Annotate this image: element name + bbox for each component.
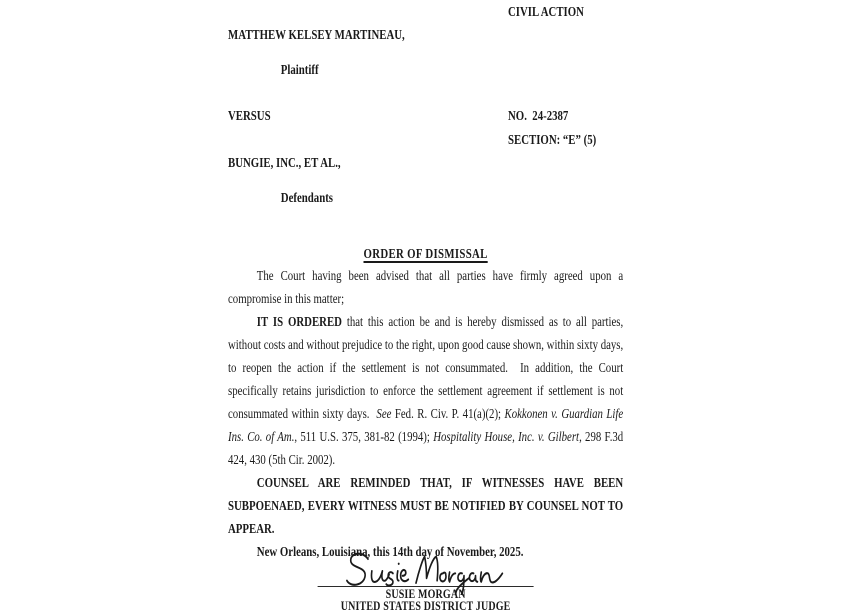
case-number: NO. 24-2387: [508, 107, 569, 123]
defendant-name: BUNGIE, INC., ET AL.,: [228, 155, 341, 170]
plaintiff-role-label: Plaintiff: [280, 62, 319, 77]
section-label: SECTION: “E” (5): [508, 132, 597, 147]
versus-label: VERSUS: [228, 107, 271, 123]
ordered-text-1: that this action be and is hereby dismissed as to all parties, without costs and without prejudice to the right, upon good cause shown, within sixty days, to reopen the action if the settlement is not consummated. In addition, the Court specifically retains jurisdiction to enforce the settlement agreement if settlement is not consummated within sixty days.: [228, 313, 626, 421]
see-signal: See: [376, 405, 392, 421]
judge-title: UNITED STATES DISTRICT JUDGE: [340, 599, 511, 613]
paragraph-ordered: [228, 310, 626, 471]
paragraph-compromise: The Court having been advised that all parties have firmly agreed upon a compromise in this matter;: [228, 267, 626, 306]
judge-name: SUSIE MORGAN: [385, 586, 466, 601]
case-citation-hospitality: Hospitality House, Inc. v. Gilbert: [433, 428, 580, 444]
order-title: ORDER OF DISMISSAL: [363, 245, 488, 261]
handwritten-signature: [339, 547, 512, 595]
ordered-text-3: , 511 U.S. 375, 381-82 (1994);: [294, 428, 434, 444]
case-caption: [228, 6, 623, 227]
civil-action-label: CIVIL ACTION: [508, 4, 584, 19]
defendant-role-label: Defendants: [280, 190, 334, 205]
signature-block: [228, 563, 623, 613]
plaintiff-name: MATTHEW KELSEY MARTINEAU,: [228, 27, 405, 42]
signature-line: [318, 563, 534, 587]
ordered-text-4: , 298 F.3d 424, 430 (5th Cir. 2002).: [228, 428, 626, 467]
order-body: [228, 264, 626, 563]
case-citation-kokkonen: Kokkonen v. Guardian Life Ins. Co. of Am.: [228, 405, 626, 444]
ordered-text-2: Fed. R. Civ. P. 41(a)(2);: [391, 405, 505, 421]
paragraph-counsel-warning: COUNSEL ARE REMINDED THAT, IF WITNESSES HAVE BEEN SUBPOENAED, EVERY WITNESS MUST BE NOTIFIED BY COUNSEL NOT TO APPEAR.: [228, 474, 626, 536]
paragraph-dateline: New Orleans, Louisiana, this 14th day of November, 2025.: [256, 543, 524, 559]
court-order-document: [228, 0, 628, 613]
ordered-lead: IT IS ORDERED: [256, 313, 342, 329]
